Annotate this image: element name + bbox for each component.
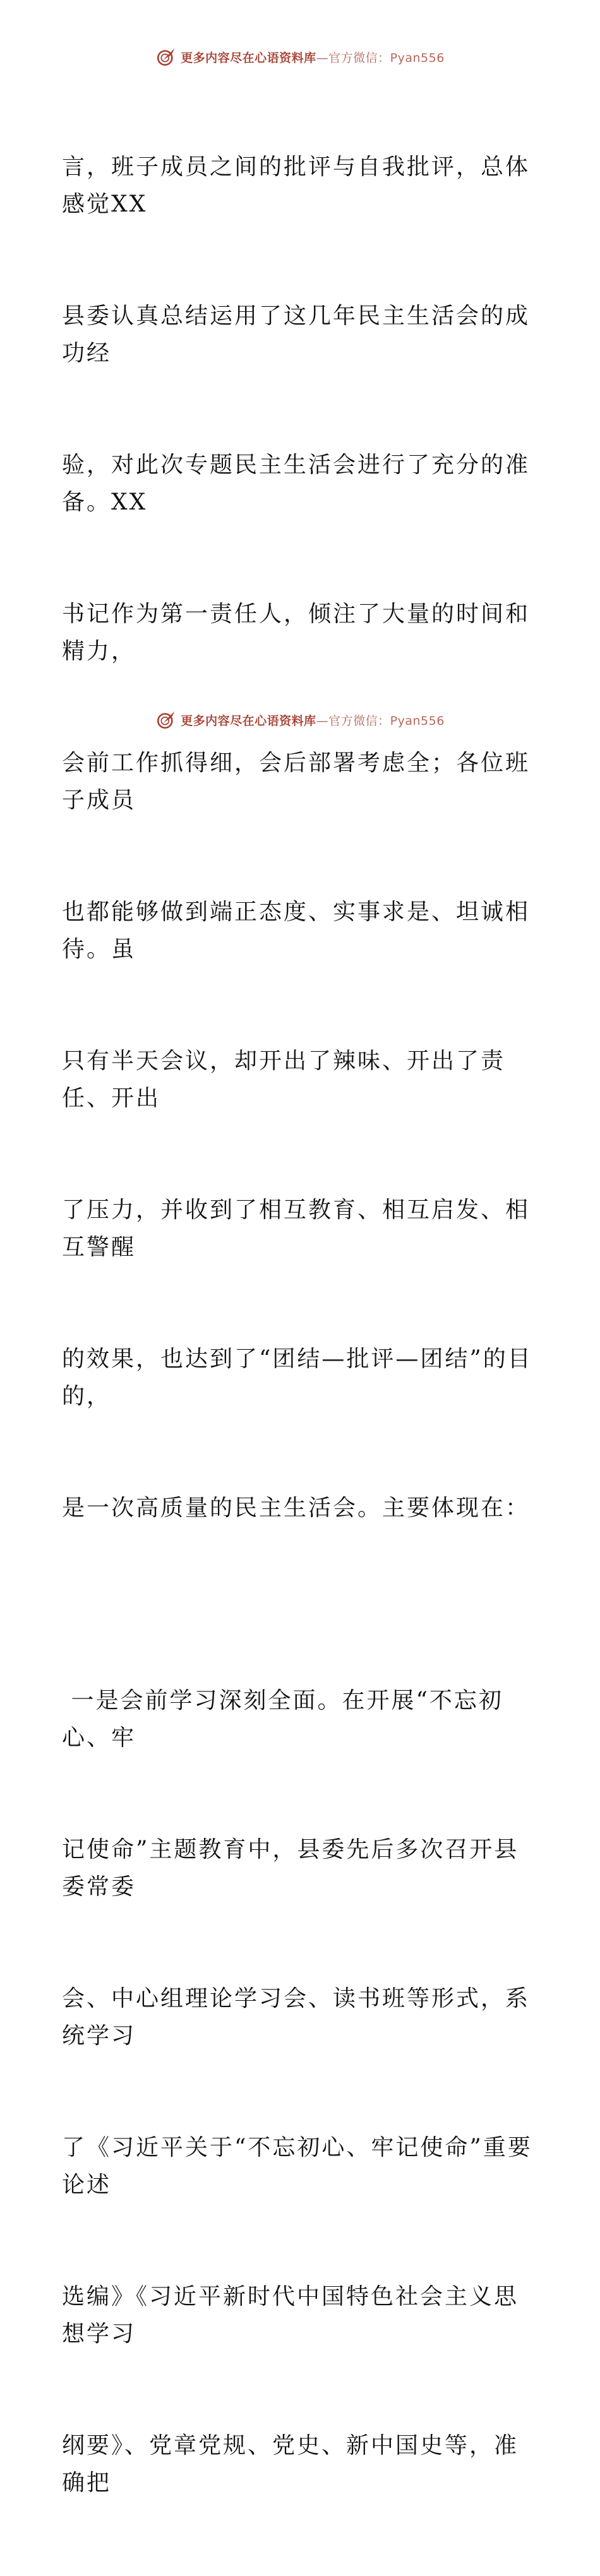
text-line: 一是会前学习深刻全面。在开展“不忘初心、牢 — [62, 1688, 503, 1751]
text-line: 验，对此次专题民主生活会进行了充分的准备。XX — [62, 452, 531, 515]
text-line: 县委认真总结运用了这几年民主生活会的成功经 — [62, 303, 531, 366]
text-line: 只有半天会议，却开出了辣味、开出了责任、开出 — [62, 1048, 506, 1111]
text-line: 记使命”主题教育中，县委先后多次召开县委常委 — [62, 1837, 519, 1900]
banner-text — [181, 49, 445, 66]
text-line: 会前工作抓得细，会后部署考虑全；各位班子成员 — [62, 750, 531, 813]
text-line: 言，班子成员之间的批评与自我批评，总体感觉XX — [62, 154, 531, 217]
banner-brand: 更多内容尽在心语资料库 — [181, 51, 316, 65]
text-line: 纲要》、党章党规、党史、新中国史等，准确把 — [62, 2433, 519, 2496]
banner-dash: — — [316, 51, 329, 65]
footer-banner — [0, 707, 600, 732]
banner-wechat: 官方微信：Pyan556 — [328, 51, 445, 65]
header-banner — [0, 44, 600, 69]
text-line: 选编》《习近平新时代中国特色社会主义思想学习 — [62, 2284, 519, 2347]
banner-wechat: 官方微信：Pyan556 — [328, 713, 445, 728]
paragraph-1 — [62, 74, 542, 1601]
text-line: 的效果，也达到了“团结—批评—团结”的目的， — [62, 1346, 532, 1409]
quill-seal-icon — [155, 46, 177, 68]
text-line: 会、中心组理论学习会、读书班等形式，系统学习 — [62, 1986, 531, 2049]
banner-dash: — — [316, 713, 329, 728]
banner-brand: 更多内容尽在心语资料库 — [181, 713, 316, 728]
text-line: 书记作为第一责任人，倾注了大量的时间和精力， — [62, 601, 531, 664]
quill-seal-icon — [155, 709, 177, 730]
text-line: 也都能够做到端正态度、实事求是、坦诚相待。虽 — [62, 899, 531, 962]
banner-text — [181, 712, 445, 729]
document-body — [62, 74, 542, 2576]
text-line: 是一次高质量的民主生活会。主要体现在： — [62, 1495, 531, 1521]
text-line: 了《习近平关于“不忘初心、牢记使命”重要论述 — [62, 2135, 532, 2198]
paragraph-2 — [62, 1607, 542, 2576]
text-line: 了压力，并收到了相互教育、相互启发、相互警醒 — [62, 1197, 531, 1260]
